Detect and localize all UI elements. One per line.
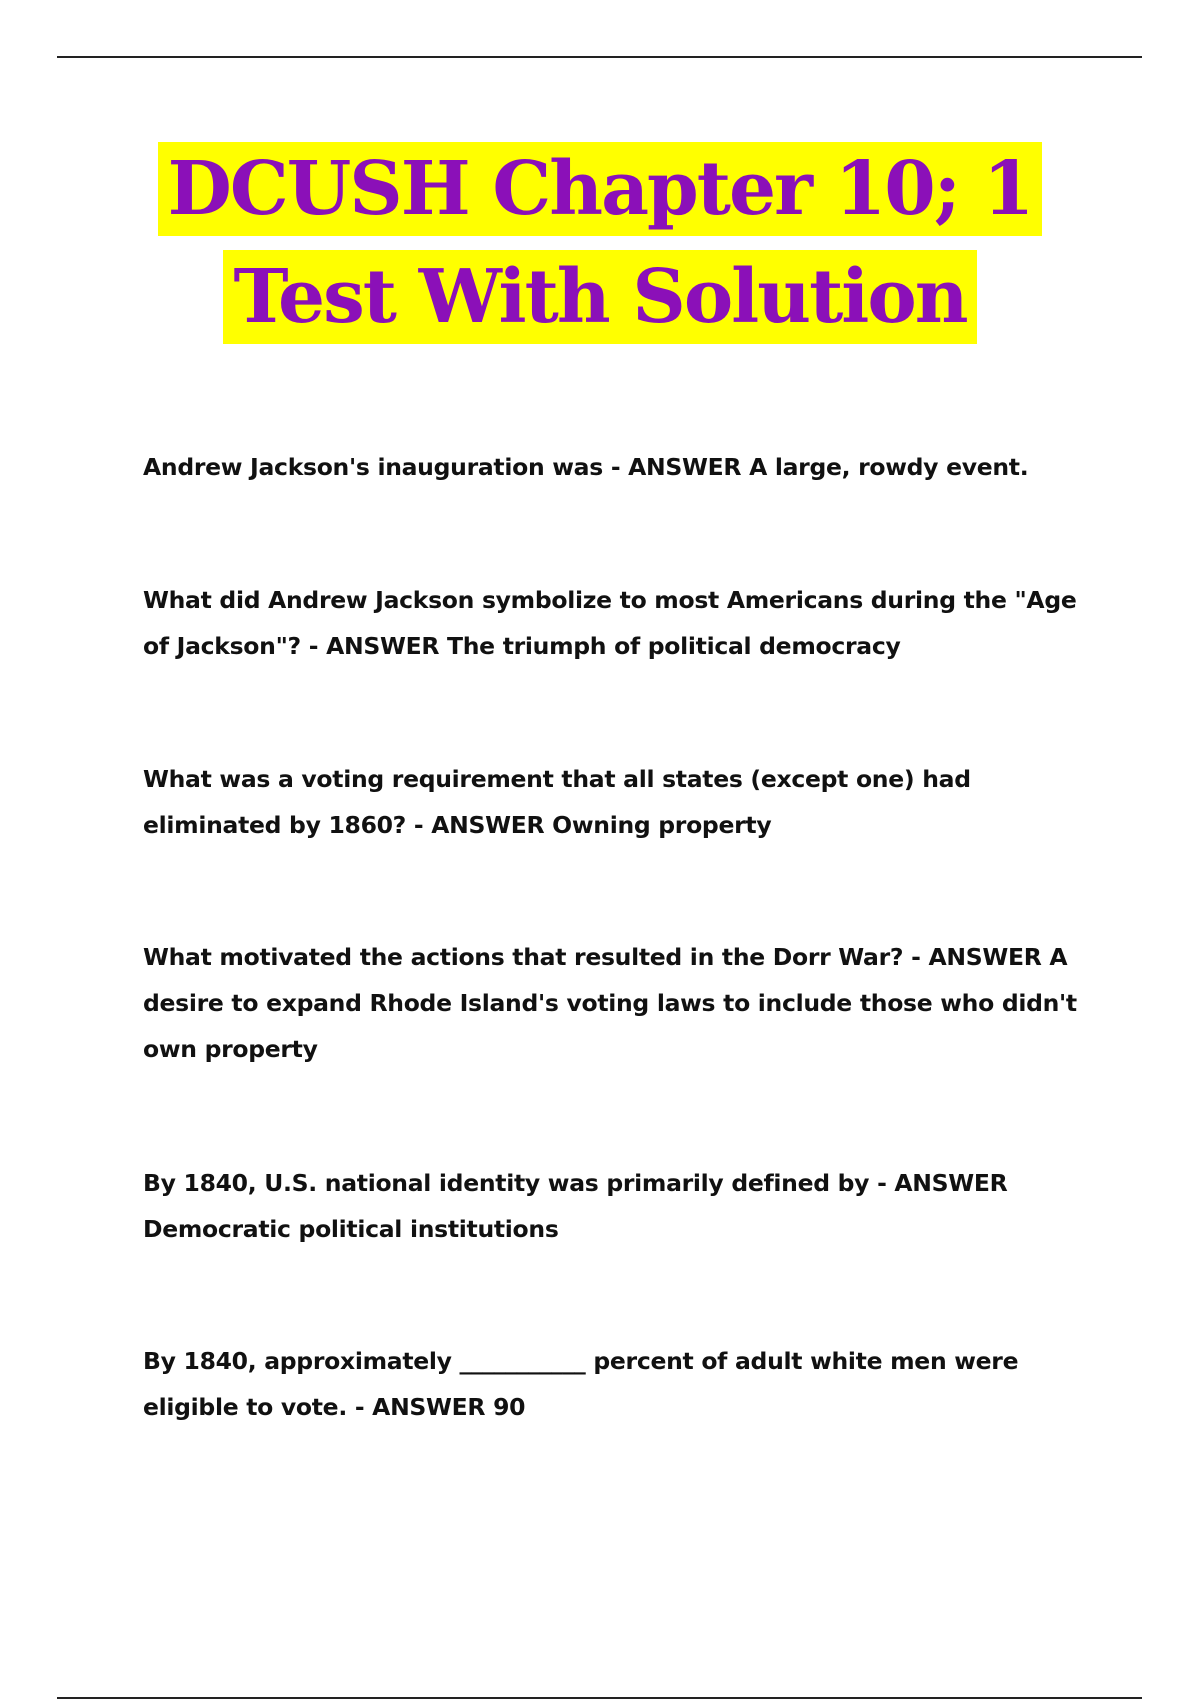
qa-item — [143, 756, 1093, 848]
answer-text: - ANSWER A large, rowdy event. — [610, 453, 1029, 481]
question-text: By 1840, approximately ___________ percent of adult white men were eligible to vote. — [143, 1347, 1019, 1421]
qa-item — [143, 1160, 1093, 1252]
question-text: What was a voting requirement that all states (except one) had eliminated by 1860? — [143, 765, 971, 839]
question-text: What did Andrew Jackson symbolize to most Americans during the "Age of Jackson"? — [143, 586, 1077, 660]
answer-text: - ANSWER Owning property — [413, 811, 772, 839]
answer-text: - ANSWER Democratic political institutions — [143, 1169, 1008, 1243]
question-text: What motivated the actions that resulted in the Dorr War? — [143, 943, 904, 971]
qa-item — [143, 934, 1093, 1072]
title-line-2: Test With Solution — [223, 250, 976, 344]
answer-text: - ANSWER A desire to expand Rhode Island's voting laws to include those who didn't own property — [143, 943, 1077, 1063]
document-title — [0, 142, 1200, 344]
question-text: By 1840, U.S. national identity was primarily defined by — [143, 1169, 870, 1197]
answer-text: - ANSWER 90 — [354, 1393, 526, 1421]
title-line-1: DCUSH Chapter 10; 1 — [158, 142, 1043, 236]
top-rule — [57, 56, 1142, 58]
qa-item — [143, 1338, 1093, 1430]
answer-text: - ANSWER The triumph of political democracy — [308, 632, 901, 660]
bottom-rule — [57, 1697, 1142, 1699]
qa-item — [143, 444, 1093, 490]
qa-item — [143, 577, 1093, 669]
question-text: Andrew Jackson's inauguration was — [143, 453, 603, 481]
